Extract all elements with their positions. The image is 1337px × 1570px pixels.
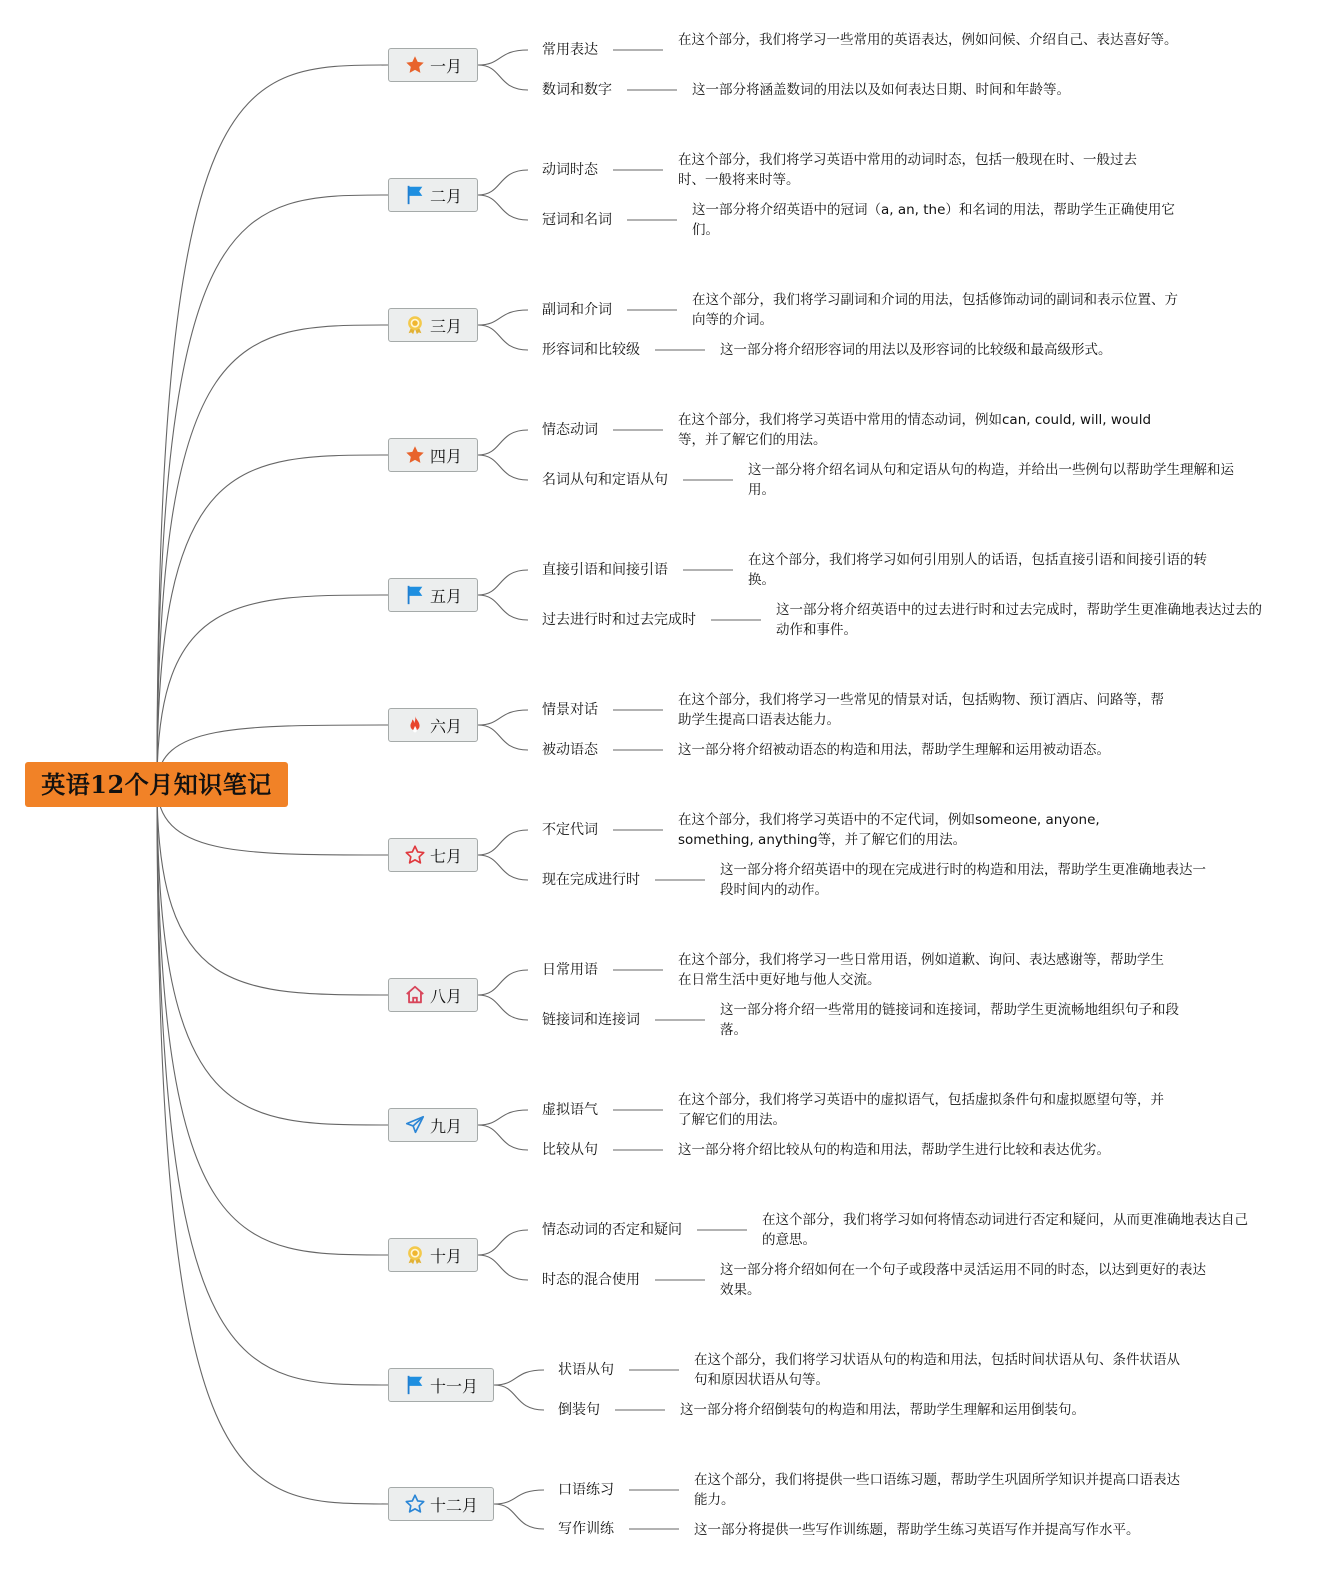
topic-label[interactable]: 冠词和名词 bbox=[542, 212, 612, 228]
month-label: 八月 bbox=[429, 986, 462, 1006]
star-outline-blue-icon bbox=[404, 1493, 426, 1515]
month-node[interactable] bbox=[388, 708, 478, 742]
month-node[interactable] bbox=[388, 438, 478, 472]
root-branch-line bbox=[157, 455, 388, 785]
award-icon bbox=[404, 314, 426, 336]
month-branch-line bbox=[478, 830, 528, 855]
root-branch-line bbox=[157, 785, 388, 1385]
flag-icon bbox=[404, 184, 426, 206]
topic-description: 在这个部分，我们将学习状语从句的构造和用法，包括时间状语从句、条件状语从句和原因状语从句等。 bbox=[694, 1352, 1180, 1388]
topic-label[interactable]: 副词和介词 bbox=[542, 302, 612, 318]
month-branch-line bbox=[478, 710, 528, 725]
topic-label[interactable]: 直接引语和间接引语 bbox=[542, 562, 668, 578]
month-node[interactable] bbox=[388, 578, 478, 612]
topic-description: 这一部分将介绍倒装句的构造和用法，帮助学生理解和运用倒装句。 bbox=[680, 1402, 1085, 1418]
month-branch-line bbox=[478, 1110, 528, 1125]
topic-description: 在这个部分，我们将学习一些日常用语，例如道歉、询问、表达感谢等，帮助学生在日常生活中更好地与他人交流。 bbox=[678, 952, 1164, 988]
month-label: 十月 bbox=[429, 1246, 462, 1266]
month-branch-line bbox=[478, 65, 528, 90]
topic-description: 在这个部分，我们将提供一些口语练习题，帮助学生巩固所学知识并提高口语表达能力。 bbox=[694, 1472, 1180, 1508]
month-node[interactable] bbox=[388, 1238, 478, 1272]
topic-label[interactable]: 数词和数字 bbox=[542, 82, 612, 98]
month-node[interactable] bbox=[388, 978, 478, 1012]
month-label: 三月 bbox=[429, 316, 462, 336]
topic-description: 这一部分将涵盖数词的用法以及如何表达日期、时间和年龄等。 bbox=[692, 82, 1070, 98]
month-node[interactable] bbox=[388, 1487, 494, 1521]
month-branch-line bbox=[478, 1125, 528, 1150]
flag-icon bbox=[404, 1374, 426, 1396]
topic-label[interactable]: 名词从句和定语从句 bbox=[542, 472, 668, 488]
topic-label[interactable]: 状语从句 bbox=[558, 1362, 614, 1378]
month-label: 十二月 bbox=[429, 1495, 478, 1515]
month-branch-line bbox=[478, 50, 528, 65]
topic-description: 在这个部分，我们将学习英语中常用的情态动词，例如can, could, will, would等，并了解它们的用法。 bbox=[678, 412, 1152, 448]
topic-description: 在这个部分，我们将学习英语中常用的动词时态，包括一般现在时、一般过去时、一般将来时等。 bbox=[678, 152, 1137, 188]
topic-label[interactable]: 情态动词 bbox=[542, 422, 598, 438]
root-branch-line bbox=[157, 785, 388, 1125]
fire-icon bbox=[404, 714, 426, 736]
topic-description: 这一部分将介绍比较从句的构造和用法，帮助学生进行比较和表达优劣。 bbox=[678, 1142, 1110, 1158]
topic-label[interactable]: 链接词和连接词 bbox=[542, 1012, 640, 1028]
month-node[interactable] bbox=[388, 1108, 478, 1142]
topic-description: 这一部分将介绍名词从句和定语从句的构造，并给出一些例句以帮助学生理解和运用。 bbox=[748, 462, 1234, 498]
month-label: 二月 bbox=[429, 186, 462, 206]
topic-description: 在这个部分，我们将学习一些常见的情景对话，包括购物、预订酒店、问路等，帮助学生提高口语表达能力。 bbox=[678, 692, 1164, 728]
topic-label[interactable]: 常用表达 bbox=[542, 42, 598, 58]
topic-label[interactable]: 被动语态 bbox=[542, 742, 598, 758]
star-icon bbox=[404, 54, 426, 76]
topic-label[interactable]: 过去进行时和过去完成时 bbox=[542, 612, 696, 628]
month-node[interactable] bbox=[388, 1368, 494, 1402]
month-branch-line bbox=[494, 1370, 544, 1385]
send-icon bbox=[404, 1114, 426, 1136]
month-branch-line bbox=[478, 1230, 528, 1255]
topic-description: 在这个部分，我们将学习如何引用别人的话语，包括直接引语和间接引语的转换。 bbox=[748, 552, 1207, 588]
root-branch-line bbox=[157, 595, 388, 785]
month-branch-line bbox=[478, 1255, 528, 1280]
topic-description: 这一部分将介绍英语中的过去进行时和过去完成时，帮助学生更准确地表达过去的动作和事件。 bbox=[776, 602, 1262, 638]
topic-description: 这一部分将介绍被动语态的构造和用法，帮助学生理解和运用被动语态。 bbox=[678, 742, 1110, 758]
month-branch-line bbox=[478, 325, 528, 350]
topic-description: 这一部分将提供一些写作训练题，帮助学生练习英语写作并提高写作水平。 bbox=[694, 1522, 1140, 1538]
topic-description: 这一部分将介绍一些常用的链接词和连接词，帮助学生更流畅地组织句子和段落。 bbox=[720, 1002, 1179, 1038]
topic-label[interactable]: 虚拟语气 bbox=[542, 1102, 598, 1118]
topic-description: 在这个部分，我们将学习英语中的不定代词，例如someone, anyone, something, anything等，并了解它们的用法。 bbox=[678, 812, 1100, 848]
month-branch-line bbox=[478, 170, 528, 195]
topic-label[interactable]: 倒装句 bbox=[558, 1402, 600, 1418]
month-branch-line bbox=[478, 310, 528, 325]
month-node[interactable] bbox=[388, 178, 478, 212]
topic-label[interactable]: 形容词和比较级 bbox=[542, 342, 640, 358]
month-label: 六月 bbox=[429, 716, 462, 736]
flag-icon bbox=[404, 584, 426, 606]
month-node[interactable] bbox=[388, 48, 478, 82]
topic-label[interactable]: 时态的混合使用 bbox=[542, 1272, 640, 1288]
month-branch-line bbox=[478, 725, 528, 750]
month-branch-line bbox=[478, 455, 528, 480]
star-outline-icon bbox=[404, 844, 426, 866]
root-branch-line bbox=[157, 785, 388, 995]
month-branch-line bbox=[478, 970, 528, 995]
topic-description: 在这个部分，我们将学习英语中的虚拟语气，包括虚拟条件句和虚拟愿望句等，并了解它们的用法。 bbox=[678, 1092, 1164, 1128]
month-label: 十一月 bbox=[429, 1376, 478, 1396]
topic-label[interactable]: 日常用语 bbox=[542, 962, 598, 978]
home-icon bbox=[404, 984, 426, 1006]
month-branch-line bbox=[494, 1490, 544, 1504]
topic-description: 这一部分将介绍如何在一个句子或段落中灵活运用不同的时态，以达到更好的表达效果。 bbox=[720, 1262, 1206, 1298]
star-icon bbox=[404, 444, 426, 466]
month-label: 一月 bbox=[429, 56, 462, 76]
topic-label[interactable]: 写作训练 bbox=[558, 1521, 614, 1537]
month-branch-line bbox=[494, 1504, 544, 1529]
topic-description: 这一部分将介绍英语中的冠词（a, an, the）和名词的用法，帮助学生正确使用它们。 bbox=[692, 202, 1175, 238]
month-label: 九月 bbox=[429, 1116, 462, 1136]
topic-description: 在这个部分，我们将学习如何将情态动词进行否定和疑问，从而更准确地表达自己的意思。 bbox=[762, 1212, 1248, 1248]
month-branch-line bbox=[478, 570, 528, 595]
topic-description: 这一部分将介绍英语中的现在完成进行时的构造和用法，帮助学生更准确地表达一段时间内的动作。 bbox=[720, 862, 1206, 898]
month-branch-line bbox=[494, 1385, 544, 1410]
month-branch-line bbox=[478, 595, 528, 620]
month-label: 四月 bbox=[429, 446, 462, 466]
topic-label[interactable]: 情态动词的否定和疑问 bbox=[542, 1222, 682, 1238]
topic-label[interactable]: 现在完成进行时 bbox=[542, 872, 640, 888]
root-topic[interactable]: 英语12个月知识笔记 bbox=[25, 762, 288, 807]
topic-description: 在这个部分，我们将学习一些常用的英语表达，例如问候、介绍自己、表达喜好等。 bbox=[678, 32, 1178, 48]
root-branch-line bbox=[157, 195, 388, 785]
month-branch-line bbox=[478, 195, 528, 220]
month-node[interactable] bbox=[388, 838, 478, 872]
award-icon bbox=[404, 1244, 426, 1266]
topic-label[interactable]: 情景对话 bbox=[542, 702, 598, 718]
month-branch-line bbox=[478, 855, 528, 880]
topic-label[interactable]: 口语练习 bbox=[558, 1482, 614, 1498]
month-branch-line bbox=[478, 430, 528, 455]
topic-label[interactable]: 比较从句 bbox=[542, 1142, 598, 1158]
root-branch-line bbox=[157, 65, 388, 785]
month-label: 五月 bbox=[429, 586, 462, 606]
root-branch-line bbox=[157, 325, 388, 785]
root-branch-line bbox=[157, 785, 388, 1255]
month-node[interactable] bbox=[388, 308, 478, 342]
topic-description: 在这个部分，我们将学习副词和介词的用法，包括修饰动词的副词和表示位置、方向等的介词。 bbox=[692, 292, 1178, 328]
topic-label[interactable]: 动词时态 bbox=[542, 162, 598, 178]
month-label: 七月 bbox=[429, 846, 462, 866]
topic-description: 这一部分将介绍形容词的用法以及形容词的比较级和最高级形式。 bbox=[720, 342, 1112, 358]
topic-label[interactable]: 不定代词 bbox=[542, 822, 598, 838]
month-branch-line bbox=[478, 995, 528, 1020]
